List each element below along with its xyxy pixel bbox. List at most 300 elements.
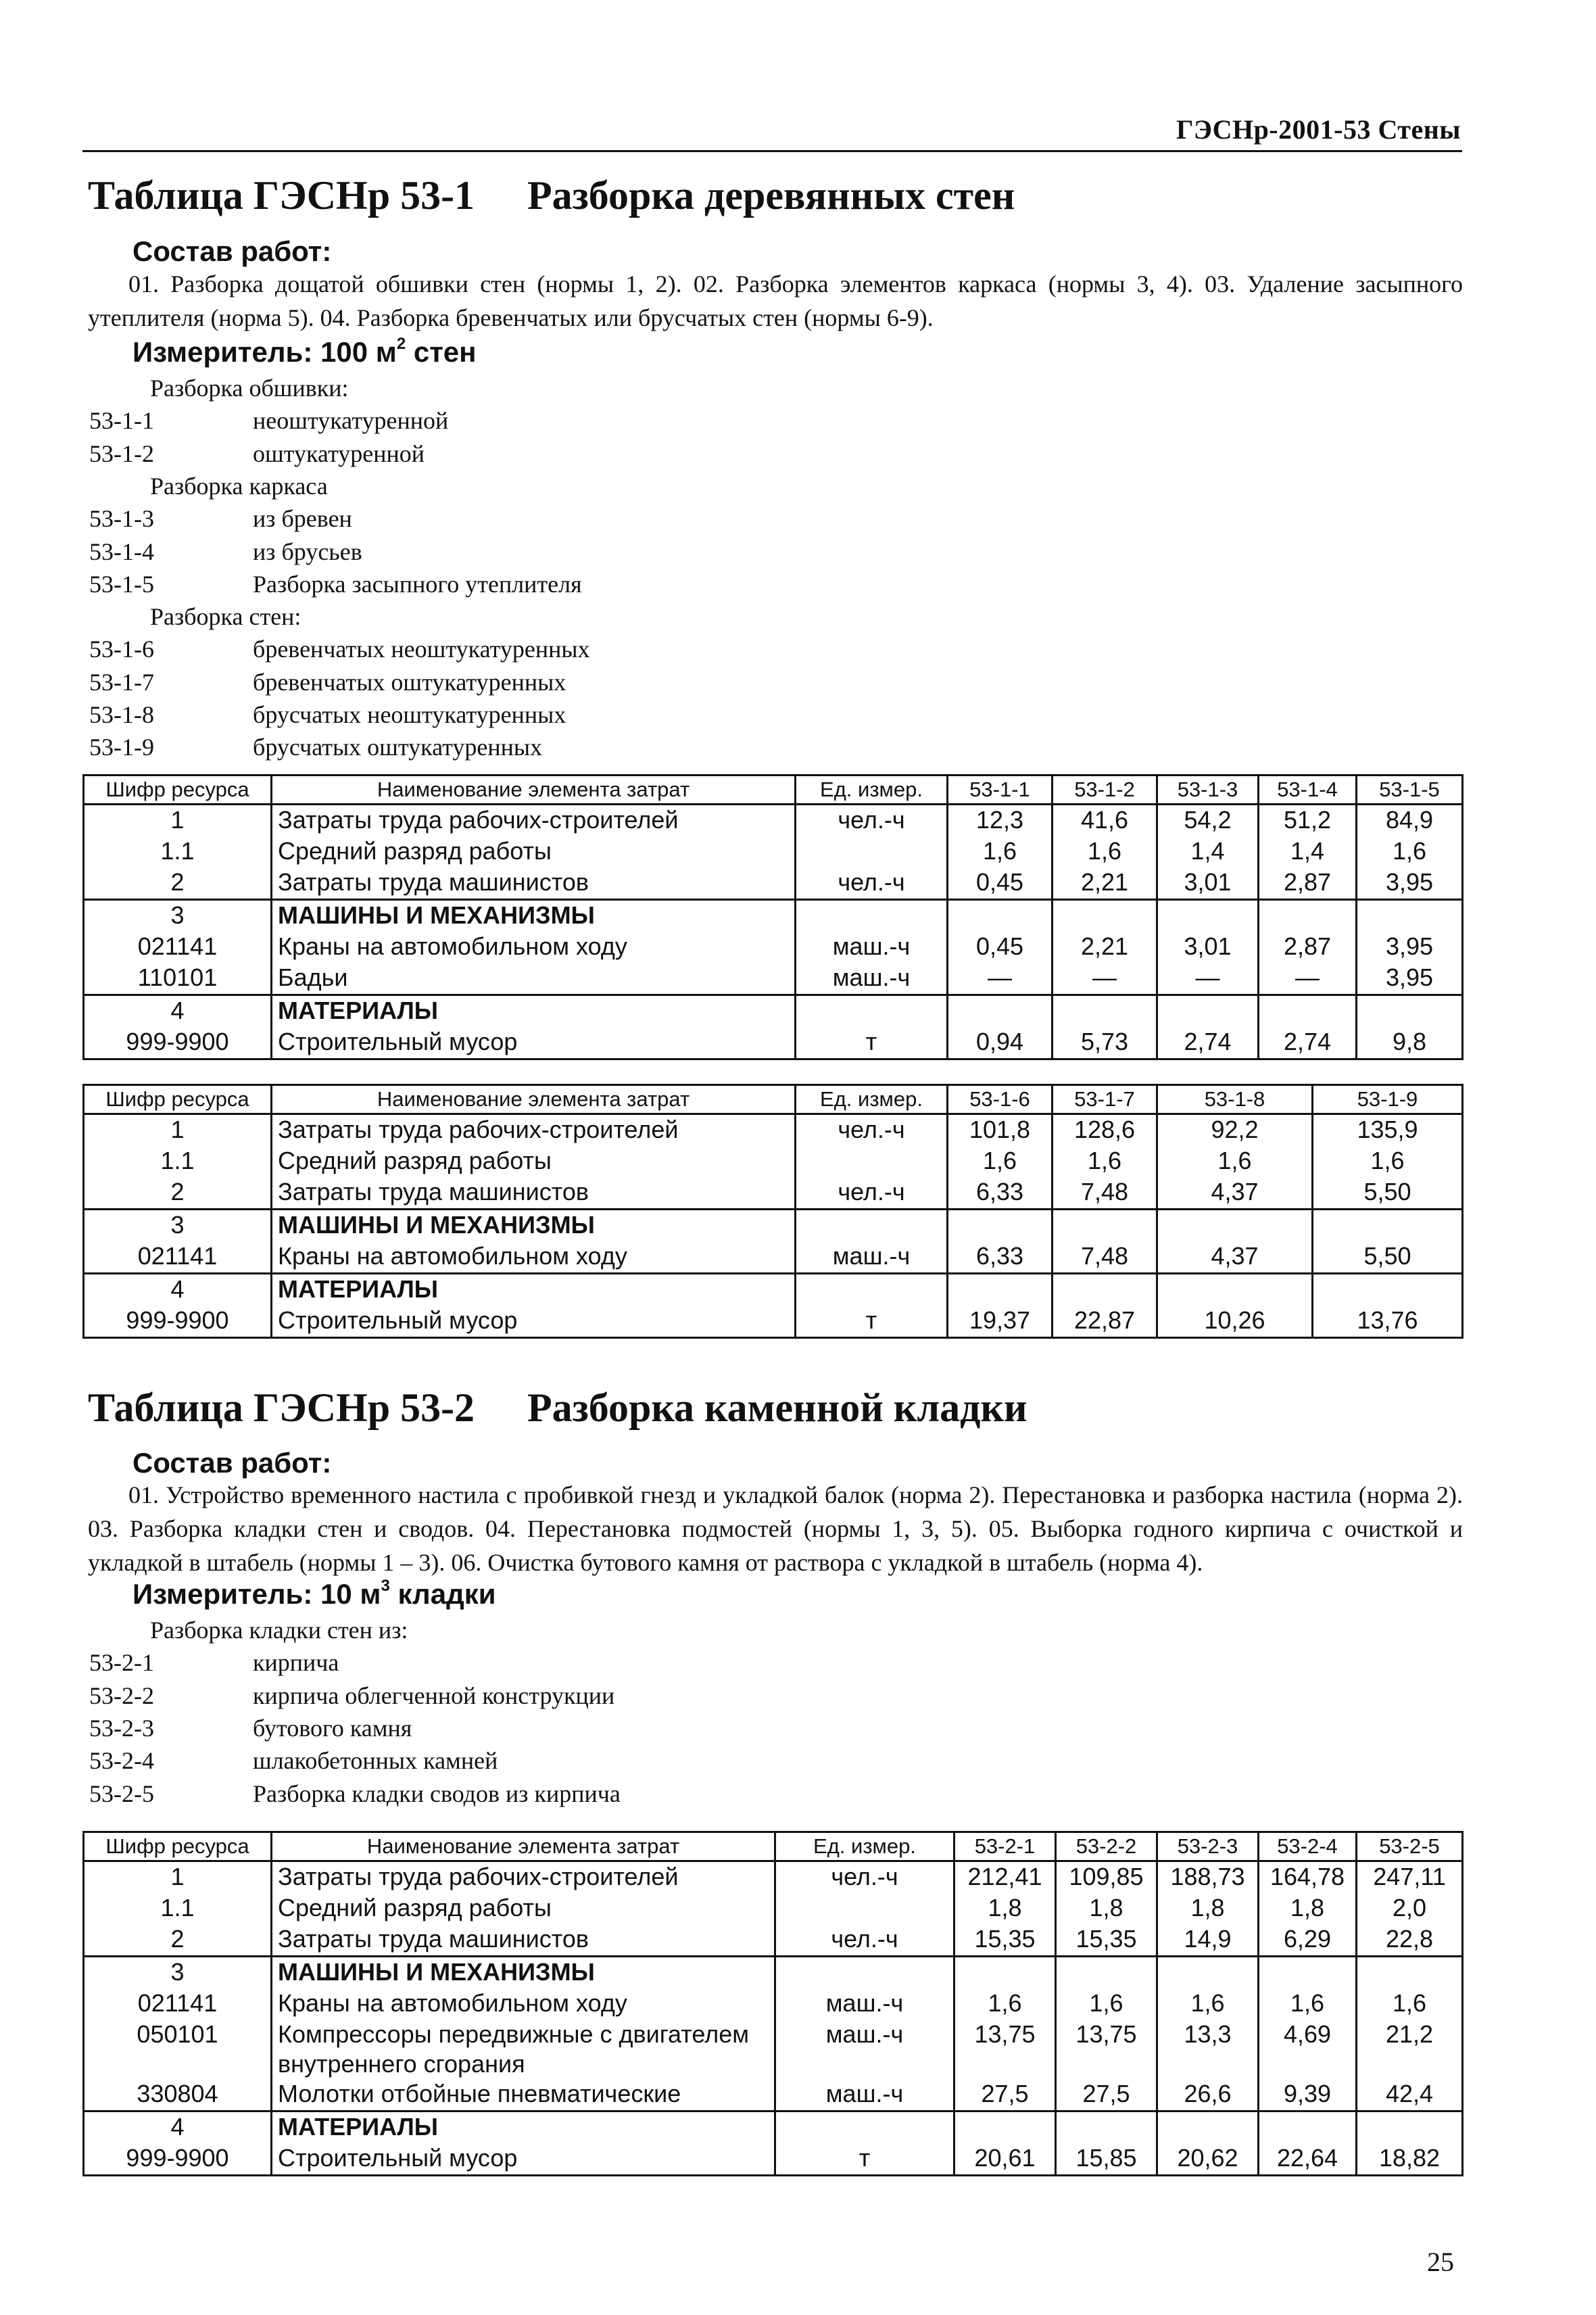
norm-code: 53-2-2: [89, 1681, 154, 1709]
table-row: [84, 2143, 1463, 2176]
norm-description: оштукатуренной: [253, 439, 425, 467]
value-cell: 1,6: [1157, 1146, 1313, 1177]
value-cell: 41,6: [1053, 805, 1157, 837]
value-cell: [1056, 1957, 1157, 1989]
unit-cell: маш.-ч: [796, 1241, 948, 1274]
table2-works-label: Состав работ:: [132, 1447, 332, 1479]
value-cell: 2,21: [1053, 932, 1157, 963]
norm-code: 53-1-7: [89, 668, 154, 696]
value-cell: 22,87: [1053, 1306, 1157, 1338]
norm-code: 53-1-1: [89, 407, 154, 435]
table2-list-item: [89, 1648, 339, 1677]
cost-element-cell: Средний разряд работы: [272, 1146, 796, 1177]
resource-code-cell: 999-9900: [84, 2143, 272, 2176]
table2-works-text: 01. Устройство временного настила с пробивкой гнезд и укладкой балок (норма 2). Перестановка и разборка настила (норма 2). 03. Разборка кладки стен и сводов. 04. Перестановка подмостей (нормы 1, 3, 5). 05. Выборка годного кирпича с очисткой и укладкой в штабель (нормы 1 – 3). 06. Очистка бутового камня от раствора с укладкой в штабель (норма 4).: [88, 1481, 1463, 1576]
resource-code-cell: 1.1: [84, 1146, 272, 1177]
value-cell: [1357, 2111, 1463, 2144]
table-row: [84, 1306, 1463, 1338]
unit-cell: т: [775, 2143, 954, 2176]
value-cell: [954, 2111, 1056, 2144]
column-header: Ед. измер.: [796, 1085, 948, 1114]
unit-cell: маш.-ч: [775, 2020, 954, 2079]
table-row: [84, 2020, 1463, 2079]
value-cell: 3,95: [1357, 867, 1463, 900]
value-cell: 212,41: [954, 1861, 1056, 1894]
value-cell: 13,3: [1157, 2020, 1259, 2079]
value-cell: [1357, 995, 1463, 1028]
norm-code: 53-2-1: [89, 1649, 154, 1677]
norm-description: брусчатых неоштукатуренных: [253, 701, 566, 728]
value-cell: 109,85: [1056, 1861, 1157, 1894]
norm-code: 53-2-5: [89, 1780, 154, 1807]
value-cell: [1157, 1274, 1313, 1306]
table2-grid: [82, 1831, 1464, 2176]
value-cell: 128,6: [1053, 1114, 1157, 1147]
value-cell: 51,2: [1259, 805, 1357, 837]
resource-code-cell: 1: [84, 1114, 272, 1147]
value-cell: [1259, 1957, 1357, 1989]
norm-description: шлакобетонных камней: [253, 1747, 498, 1775]
resource-code-cell: 330804: [84, 2079, 272, 2111]
norm-column-header: 53-1-5: [1357, 775, 1463, 805]
column-header: Шифр ресурса: [84, 1085, 272, 1114]
resource-code-cell: 110101: [84, 963, 272, 995]
value-cell: 4,37: [1157, 1241, 1313, 1274]
norm-column-header: 53-1-8: [1157, 1085, 1313, 1114]
resource-code-cell: 2: [84, 867, 272, 900]
value-cell: 5,73: [1053, 1027, 1157, 1059]
table-row: [84, 1274, 1463, 1306]
value-cell: [1053, 1274, 1157, 1306]
value-cell: 13,76: [1313, 1306, 1463, 1338]
cost-element-cell: МАТЕРИАЛЫ: [272, 2111, 775, 2144]
value-cell: —: [1053, 963, 1157, 995]
cost-element-cell: Затраты труда машинистов: [272, 867, 796, 900]
column-header: Шифр ресурса: [84, 775, 272, 805]
table1-list-item: [89, 538, 362, 566]
value-cell: [948, 995, 1053, 1028]
resource-code-cell: 999-9900: [84, 1027, 272, 1059]
table1-list-item: [89, 700, 566, 729]
value-cell: [1313, 1210, 1463, 1242]
table1-list-item: [89, 668, 566, 696]
norm-column-header: 53-1-9: [1313, 1085, 1463, 1114]
value-cell: 18,82: [1357, 2143, 1463, 2176]
resource-code-cell: 1: [84, 805, 272, 837]
cost-element-cell: МАШИНЫ И МЕХАНИЗМЫ: [272, 1957, 775, 1989]
column-header: Шифр ресурса: [84, 1832, 272, 1861]
value-cell: 3,95: [1357, 963, 1463, 995]
value-cell: [1053, 1210, 1157, 1242]
value-cell: 0,94: [948, 1027, 1053, 1059]
resource-code-cell: 2: [84, 1177, 272, 1210]
value-cell: 1,4: [1157, 836, 1259, 867]
table1-title: Разборка деревянных стен: [527, 173, 1015, 218]
value-cell: 1,8: [1056, 1893, 1157, 1924]
value-cell: 9,39: [1259, 2079, 1357, 2111]
cost-element-cell: Затраты труда рабочих-строителей: [272, 1114, 796, 1147]
table1-grid-a: [82, 774, 1464, 1060]
cost-element-cell: МАТЕРИАЛЫ: [272, 1274, 796, 1306]
value-cell: [948, 1210, 1053, 1242]
table-row: [84, 805, 1463, 837]
value-cell: 92,2: [1157, 1114, 1313, 1147]
unit-cell: т: [796, 1306, 948, 1338]
unit-cell: [775, 2111, 954, 2144]
cost-element-cell: Затраты труда рабочих-строителей: [272, 805, 796, 837]
table-row: [84, 1146, 1463, 1177]
resource-code-cell: 1.1: [84, 836, 272, 867]
table1-measure-sup: 2: [396, 335, 406, 353]
norm-column-header: 53-2-2: [1056, 1832, 1157, 1861]
value-cell: 0,45: [948, 932, 1053, 963]
value-cell: —: [1259, 963, 1357, 995]
value-cell: 247,11: [1357, 1861, 1463, 1894]
value-cell: [1357, 900, 1463, 932]
unit-cell: маш.-ч: [775, 2079, 954, 2111]
table-row: [84, 836, 1463, 867]
norm-code: 53-1-6: [89, 636, 154, 663]
column-header: Наименование элемента затрат: [272, 775, 796, 805]
cost-element-cell: Средний разряд работы: [272, 836, 796, 867]
value-cell: 2,74: [1259, 1027, 1357, 1059]
table1-list-item: [89, 733, 542, 761]
norm-description: бревенчатых неоштукатуренных: [253, 636, 590, 663]
norm-column-header: 53-2-1: [954, 1832, 1056, 1861]
resource-code-cell: 050101: [84, 2020, 272, 2079]
resource-code-cell: 021141: [84, 932, 272, 963]
value-cell: 26,6: [1157, 2079, 1259, 2111]
table-row: [84, 1027, 1463, 1059]
column-header: Наименование элемента затрат: [272, 1832, 775, 1861]
value-cell: 5,50: [1313, 1241, 1463, 1274]
norm-description: из бревен: [253, 505, 352, 533]
value-cell: 101,8: [948, 1114, 1053, 1147]
table1-list-group-heading: Разборка обшивки:: [150, 375, 349, 402]
norm-code: 53-2-3: [89, 1714, 154, 1742]
value-cell: 3,95: [1357, 932, 1463, 963]
value-cell: 0,45: [948, 867, 1053, 900]
value-cell: 6,33: [948, 1241, 1053, 1274]
resource-code-cell: 4: [84, 1274, 272, 1306]
norm-column-header: 53-1-2: [1053, 775, 1157, 805]
table1-works-text: 01. Разборка дощатой обшивки стен (нормы 1, 2). 02. Разборка элементов каркаса (нормы 3, 4). 03. Удаление засыпного утеплителя (норма 5). 04. Разборка бревенчатых или брусчатых стен (нормы 6-9).: [88, 270, 1463, 331]
table-row: [84, 1210, 1463, 1242]
value-cell: 3,01: [1157, 867, 1259, 900]
resource-code-cell: 4: [84, 995, 272, 1028]
table2-list-item: [89, 1681, 614, 1710]
table-row: [84, 1957, 1463, 1989]
unit-cell: маш.-ч: [796, 963, 948, 995]
cost-element-cell: Молотки отбойные пневматические: [272, 2079, 775, 2111]
value-cell: 1,8: [1259, 1893, 1357, 1924]
cost-element-cell: МАШИНЫ И МЕХАНИЗМЫ: [272, 900, 796, 932]
table1-code: Таблица ГЭСНр 53-1: [88, 173, 475, 218]
value-cell: 15,35: [1056, 1924, 1157, 1957]
value-cell: 20,62: [1157, 2143, 1259, 2176]
table1-list-group-heading: Разборка каркаса: [150, 472, 328, 500]
norm-description: неоштукатуренной: [253, 407, 449, 435]
table2-list-item: [89, 1780, 621, 1808]
value-cell: 135,9: [1313, 1114, 1463, 1147]
norm-column-header: 53-1-6: [948, 1085, 1053, 1114]
value-cell: 1,6: [1357, 836, 1463, 867]
table1-measure-prefix: Измеритель: 100 м: [132, 336, 397, 368]
page-number: 25: [1427, 2247, 1454, 2277]
value-cell: 1,6: [1053, 836, 1157, 867]
unit-cell: чел.-ч: [796, 1114, 948, 1147]
norm-description: из брусьев: [253, 538, 362, 565]
column-header: Ед. измер.: [796, 775, 948, 805]
table1-list-item: [89, 439, 425, 468]
value-cell: [948, 900, 1053, 932]
value-cell: [1053, 995, 1157, 1028]
resource-code-cell: 3: [84, 1957, 272, 1989]
value-cell: 22,8: [1357, 1924, 1463, 1957]
cost-element-cell: Затраты труда рабочих-строителей: [272, 1861, 775, 1894]
value-cell: 2,87: [1259, 932, 1357, 963]
value-cell: [1259, 995, 1357, 1028]
norm-column-header: 53-2-3: [1157, 1832, 1259, 1861]
value-cell: 84,9: [1357, 805, 1463, 837]
table1-list-item: [89, 635, 590, 663]
column-header: Наименование элемента затрат: [272, 1085, 796, 1114]
value-cell: —: [948, 963, 1053, 995]
norm-column-header: 53-1-1: [948, 775, 1053, 805]
norm-code: 53-1-5: [89, 570, 154, 598]
running-head: ГЭСНр-2001-53 Стены: [1176, 114, 1461, 145]
header-row: [84, 1085, 1463, 1114]
resource-code-cell: 999-9900: [84, 1306, 272, 1338]
value-cell: 19,37: [948, 1306, 1053, 1338]
value-cell: [1313, 1274, 1463, 1306]
value-cell: 10,26: [1157, 1306, 1313, 1338]
norm-column-header: 53-2-5: [1357, 1832, 1463, 1861]
value-cell: 12,3: [948, 805, 1053, 837]
unit-cell: [796, 836, 948, 867]
header-row: [84, 775, 1463, 805]
table-row: [84, 867, 1463, 900]
value-cell: 2,87: [1259, 867, 1357, 900]
norm-description: брусчатых оштукатуренных: [253, 734, 543, 761]
value-cell: 1,6: [1259, 1988, 1357, 2020]
table1-grid-b: [82, 1084, 1464, 1339]
value-cell: 4,37: [1157, 1177, 1313, 1210]
table2-title: Разборка каменной кладки: [527, 1385, 1027, 1430]
norm-column-header: 53-1-3: [1157, 775, 1259, 805]
value-cell: 27,5: [954, 2079, 1056, 2111]
value-cell: 27,5: [1056, 2079, 1157, 2111]
value-cell: 5,50: [1313, 1177, 1463, 1210]
table2-measure: [132, 1578, 496, 1610]
table2-measure-sup: 3: [381, 1577, 390, 1595]
norm-description: бутового камня: [253, 1714, 412, 1742]
unit-cell: чел.-ч: [775, 1924, 954, 1957]
value-cell: 1,6: [954, 1988, 1056, 2020]
table1-list-item: [89, 570, 582, 598]
norm-column-header: 53-1-7: [1053, 1085, 1157, 1114]
column-header: Ед. измер.: [775, 1832, 954, 1861]
value-cell: 1,8: [954, 1893, 1056, 1924]
value-cell: 13,75: [1056, 2020, 1157, 2079]
value-cell: 15,35: [954, 1924, 1056, 1957]
value-cell: 42,4: [1357, 2079, 1463, 2111]
table-row: [84, 2111, 1463, 2144]
unit-cell: чел.-ч: [796, 1177, 948, 1210]
unit-cell: [775, 1893, 954, 1924]
cost-element-cell: Средний разряд работы: [272, 1893, 775, 1924]
value-cell: 164,78: [1259, 1861, 1357, 1894]
value-cell: [1157, 2111, 1259, 2144]
norm-code: 53-1-2: [89, 439, 154, 467]
cost-element-cell: МАТЕРИАЛЫ: [272, 995, 796, 1028]
table-row: [84, 963, 1463, 995]
table1-measure-suffix: стен: [406, 336, 477, 368]
value-cell: 2,21: [1053, 867, 1157, 900]
cost-element-cell: Строительный мусор: [272, 2143, 775, 2176]
table-row: [84, 1177, 1463, 1210]
norm-column-header: 53-2-4: [1259, 1832, 1357, 1861]
cost-element-cell: Строительный мусор: [272, 1027, 796, 1059]
value-cell: [1259, 900, 1357, 932]
table1-list-item: [89, 406, 448, 435]
norm-code: 53-1-8: [89, 701, 154, 728]
table1-heading: [88, 172, 1015, 219]
value-cell: [954, 1957, 1056, 1989]
resource-code-cell: 2: [84, 1924, 272, 1957]
norm-description: бревенчатых оштукатуренных: [253, 668, 566, 696]
unit-cell: маш.-ч: [775, 1988, 954, 2020]
norm-description: Разборка кладки сводов из кирпича: [253, 1780, 621, 1807]
resource-code-cell: 4: [84, 2111, 272, 2144]
unit-cell: маш.-ч: [796, 932, 948, 963]
unit-cell: чел.-ч: [796, 805, 948, 837]
value-cell: 54,2: [1157, 805, 1259, 837]
table-row: [84, 2079, 1463, 2111]
value-cell: 14,9: [1157, 1924, 1259, 1957]
unit-cell: [796, 995, 948, 1028]
cost-element-cell: Краны на автомобильном ходу: [272, 1241, 796, 1274]
table2-measure-prefix: Измеритель: 10 м: [132, 1578, 381, 1610]
value-cell: [1056, 2111, 1157, 2144]
unit-cell: чел.-ч: [796, 867, 948, 900]
table-row: [84, 1924, 1463, 1957]
value-cell: 13,75: [954, 2020, 1056, 2079]
value-cell: 1,6: [948, 1146, 1053, 1177]
value-cell: [1157, 900, 1259, 932]
table2-list-group-heading: Разборка кладки стен из:: [150, 1617, 408, 1644]
value-cell: 4,69: [1259, 2020, 1357, 2079]
norm-description: кирпича облегченной конструкции: [253, 1681, 615, 1709]
table-row: [84, 1988, 1463, 2020]
table-row: [84, 995, 1463, 1028]
norm-column-header: 53-1-4: [1259, 775, 1357, 805]
value-cell: 3,01: [1157, 932, 1259, 963]
cost-element-cell: Краны на автомобильном ходу: [272, 1988, 775, 2020]
value-cell: 6,29: [1259, 1924, 1357, 1957]
table-row: [84, 1893, 1463, 1924]
table-row: [84, 900, 1463, 932]
value-cell: 6,33: [948, 1177, 1053, 1210]
cost-element-cell: Строительный мусор: [272, 1306, 796, 1338]
table2-list-item: [89, 1746, 498, 1775]
resource-code-cell: 1.1: [84, 1893, 272, 1924]
value-cell: 2,0: [1357, 1893, 1463, 1924]
value-cell: 7,48: [1053, 1241, 1157, 1274]
unit-cell: [796, 1274, 948, 1306]
value-cell: 188,73: [1157, 1861, 1259, 1894]
value-cell: [1053, 900, 1157, 932]
unit-cell: [796, 1146, 948, 1177]
unit-cell: [796, 900, 948, 932]
cost-element-cell: Краны на автомобильном ходу: [272, 932, 796, 963]
table1-list-item: [89, 504, 352, 533]
value-cell: 21,2: [1357, 2020, 1463, 2079]
value-cell: 22,64: [1259, 2143, 1357, 2176]
resource-code-cell: 021141: [84, 1988, 272, 2020]
unit-cell: т: [796, 1027, 948, 1059]
value-cell: —: [1157, 963, 1259, 995]
resource-code-cell: 3: [84, 900, 272, 932]
value-cell: 1,8: [1157, 1893, 1259, 1924]
table-row: [84, 1241, 1463, 1274]
table2-measure-suffix: кладки: [389, 1578, 496, 1610]
table2-list-item: [89, 1714, 412, 1742]
value-cell: 1,6: [1313, 1146, 1463, 1177]
value-cell: 1,6: [1357, 1988, 1463, 2020]
value-cell: [948, 1274, 1053, 1306]
norm-description: Разборка засыпного утеплителя: [253, 570, 582, 598]
cost-element-cell: Бадьи: [272, 963, 796, 995]
value-cell: [1259, 2111, 1357, 2144]
value-cell: [1157, 1957, 1259, 1989]
table1-measure: [132, 336, 477, 368]
table-row: [84, 1861, 1463, 1894]
unit-cell: [775, 1957, 954, 1989]
cost-element-cell: Затраты труда машинистов: [272, 1177, 796, 1210]
value-cell: 7,48: [1053, 1177, 1157, 1210]
table2-code: Таблица ГЭСНр 53-2: [88, 1385, 475, 1430]
value-cell: 20,61: [954, 2143, 1056, 2176]
value-cell: 2,74: [1157, 1027, 1259, 1059]
header-rule: [82, 150, 1462, 152]
unit-cell: [796, 1210, 948, 1242]
value-cell: 9,8: [1357, 1027, 1463, 1059]
cost-element-cell: Затраты труда машинистов: [272, 1924, 775, 1957]
norm-code: 53-1-4: [89, 538, 154, 565]
cost-element-cell: Компрессоры передвижные с двигателем внутреннего сгорания: [272, 2020, 775, 2079]
cost-element-cell: МАШИНЫ И МЕХАНИЗМЫ: [272, 1210, 796, 1242]
table2-heading: [88, 1385, 1027, 1431]
norm-description: кирпича: [253, 1649, 339, 1677]
value-cell: [1157, 1210, 1313, 1242]
norm-code: 53-1-3: [89, 505, 154, 533]
resource-code-cell: 021141: [84, 1241, 272, 1274]
table-row: [84, 932, 1463, 963]
value-cell: 1,6: [1053, 1146, 1157, 1177]
value-cell: [1357, 1957, 1463, 1989]
value-cell: 1,4: [1259, 836, 1357, 867]
value-cell: 1,6: [1056, 1988, 1157, 2020]
resource-code-cell: 3: [84, 1210, 272, 1242]
table1-works-label: Состав работ:: [132, 235, 332, 267]
value-cell: [1157, 995, 1259, 1028]
value-cell: 1,6: [1157, 1988, 1259, 2020]
table1-list-group-heading: Разборка стен:: [150, 603, 301, 631]
norm-code: 53-2-4: [89, 1747, 154, 1775]
table-row: [84, 1114, 1463, 1147]
value-cell: 1,6: [948, 836, 1053, 867]
